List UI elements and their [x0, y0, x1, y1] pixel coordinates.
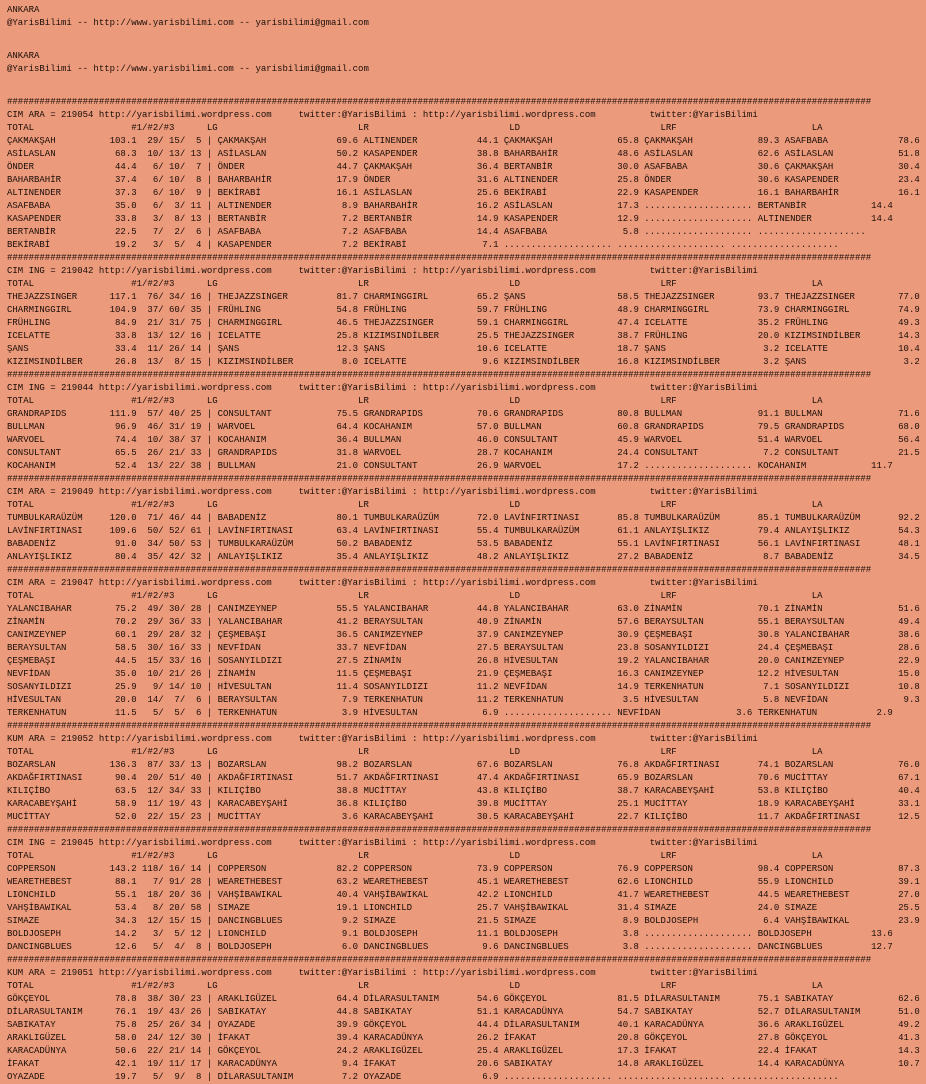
table-row: TUMBULKARAÜZÜM 120.0 71/ 46/ 44 | BABADENİZ 80.1 TUMBULKARAÜZÜM 72.0 LAVİNFIRTINASI 85.8 TUMBULKARAÜZÜM 85.1 TUMBULKARAÜZÜM 92.2	[7, 513, 920, 523]
table-row: BERAYSULTAN 58.5 30/ 16/ 33 | NEVFİDAN 33.7 NEVFİDAN 27.5 BERAYSULTAN 23.8 SOSANYILDIZI 24.4 ÇEŞMEBAŞI 28.6	[7, 643, 920, 653]
race-header: CIM ING = 219045 http://yarisbilimi.wordpress.com twitter:@YarisBilimi : http://yarisbilimi.wordpress.com twitter:@YarisBilimi	[7, 838, 758, 848]
separator-line: ################################################################################################################################################################	[7, 721, 872, 731]
race-header: KUM ARA = 219051 http://yarisbilimi.wordpress.com twitter:@YarisBilimi : http://yarisbilimi.wordpress.com twitter:@YarisBilimi	[7, 968, 758, 978]
table-row: SIMAZE 34.3 12/ 15/ 15 | DANCINGBLUES 9.2 SIMAZE 21.5 SIMAZE 8.9 BOLDJOSEPH 6.4 VAHŞİBAWIKAL 23.9	[7, 916, 920, 926]
race-header: CIM ARA = 219047 http://yarisbilimi.wordpress.com twitter:@YarisBilimi : http://yarisbilimi.wordpress.com twitter:@YarisBilimi	[7, 578, 758, 588]
spacer	[7, 30, 926, 50]
table-row: SABIKATAY 75.8 25/ 26/ 34 | OYAZADE 39.9 GÖKÇEYOL 44.4 DİLARASULTANIM 40.1 KARACADÜNYA 36.6 ARAKLIGÜZEL 49.2	[7, 1020, 920, 1030]
table-row: KIZIMSINDİLBER 26.8 13/ 8/ 15 | KIZIMSINDİLBER 8.0 ICELATTE 9.6 KIZIMSINDİLBER 16.8 KIZIMSINDİLBER 3.2 ŞANS 3.2	[7, 357, 920, 367]
race-header: CIM ARA = 219054 http://yarisbilimi.wordpress.com twitter:@YarisBilimi : http://yarisbilimi.wordpress.com twitter:@YarisBilimi	[7, 110, 758, 120]
table-row: KARACADÜNYA 50.6 22/ 21/ 14 | GÖKÇEYOL 24.2 ARAKLIGÜZEL 25.4 ARAKLIGÜZEL 17.3 İFAKAT 22.4 İFAKAT 14.3	[7, 1046, 920, 1056]
table-row: BEKİRABİ 19.2 3/ 5/ 4 | KASAPENDER 7.2 BEKİRABİ 7.1 .................... .................... ....................	[7, 240, 839, 250]
table-row: LIONCHILD 55.1 18/ 20/ 36 | VAHŞİBAWIKAL 40.4 VAHŞİBAWIKAL 42.2 LIONCHILD 41.7 WEARETHEBEST 44.5 WEARETHEBEST 27.0	[7, 890, 920, 900]
column-headers: TOTAL #1/#2/#3 LG LR LD LRF LA	[7, 851, 823, 861]
table-row: MUCİTTAY 52.0 22/ 15/ 23 | MUCİTTAY 3.6 KARACABEYŞAHİ 30.5 KARACABEYŞAHİ 22.7 KILIÇİBO 11.7 AKDAĞFIRTINASI 12.5	[7, 812, 920, 822]
table-row: BABADENİZ 91.0 34/ 50/ 53 | TUMBULKARAÜZÜM 50.2 BABADENİZ 53.5 BABADENİZ 55.1 LAVİNFIRTINASI 56.1 LAVİNFIRTINASI 48.1	[7, 539, 920, 549]
table-row: CANIMZEYNEP 60.1 29/ 28/ 32 | ÇEŞMEBAŞI 36.5 CANIMZEYNEP 37.9 CANIMZEYNEP 30.9 ÇEŞMEBAŞI 30.8 YALANCIBAHAR 38.6	[7, 630, 920, 640]
table-row: WEARETHEBEST 88.1 7/ 91/ 28 | WEARETHEBEST 63.2 WEARETHEBEST 45.1 WEARETHEBEST 62.6 LIONCHILD 55.9 LIONCHILD 39.1	[7, 877, 920, 887]
table-row: ÇEŞMEBAŞI 44.5 15/ 33/ 16 | SOSANYILDIZI 27.5 ZİNAMİN 26.8 HİVESULTAN 19.2 YALANCIBAHAR 20.0 CANIMZEYNEP 22.9	[7, 656, 920, 666]
table-row: DANCINGBLUES 12.6 5/ 4/ 8 | BOLDJOSEPH 6.0 DANCINGBLUES 9.6 DANCINGBLUES 3.8 .................... DANCINGBLUES 12.7	[7, 942, 893, 952]
table-row: ANLAYIŞLIKIZ 80.4 35/ 42/ 32 | ANLAYIŞLIKIZ 35.4 ANLAYIŞLIKIZ 48.2 ANLAYIŞLIKIZ 27.2 BABADENİZ 8.7 BABADENİZ 34.5	[7, 552, 920, 562]
race-header: CIM ING = 219044 http://yarisbilimi.wordpress.com twitter:@YarisBilimi : http://yarisbilimi.wordpress.com twitter:@YarisBilimi	[7, 383, 758, 393]
separator-line: ################################################################################################################################################################	[7, 253, 872, 263]
table-row: BERTANBİR 22.5 7/ 2/ 6 | ASAFBABA 7.2 ASAFBABA 14.4 ASAFBABA 5.8 .................... ....................	[7, 227, 866, 237]
table-row: OYAZADE 19.7 5/ 9/ 8 | DİLARASULTANIM 7.2 OYAZADE 6.9 .................... .................... ....................	[7, 1072, 839, 1082]
table-row: DİLARASULTANIM 76.1 19/ 43/ 26 | SABIKATAY 44.8 SABIKATAY 51.1 KARACADÜNYA 54.7 SABIKATAY 52.7 DİLARASULTANIM 51.0	[7, 1007, 920, 1017]
credit-line: @YarisBilimi -- http://www.yarisbilimi.com -- yarisbilimi@gmail.com	[7, 64, 369, 74]
race-header: KUM ARA = 219052 http://yarisbilimi.wordpress.com twitter:@YarisBilimi : http://yarisbilimi.wordpress.com twitter:@YarisBilimi	[7, 734, 758, 744]
table-row: BULLMAN 96.9 46/ 31/ 19 | WARVOEL 64.4 KOCAHANIM 57.0 BULLMAN 60.8 GRANDRAPIDS 79.5 GRANDRAPIDS 68.0	[7, 422, 920, 432]
table-row: ARAKLIGÜZEL 58.0 24/ 12/ 30 | İFAKAT 39.4 KARACADÜNYA 26.2 İFAKAT 20.8 GÖKÇEYOL 27.8 GÖKÇEYOL 41.3	[7, 1033, 920, 1043]
table-row: ÇAKMAKŞAH 103.1 29/ 15/ 5 | ÇAKMAKŞAH 69.6 ALTINENDER 44.1 ÇAKMAKŞAH 65.8 ÇAKMAKŞAH 89.3 ASAFBABA 78.6	[7, 136, 920, 146]
table-row: WARVOEL 74.4 10/ 38/ 37 | KOCAHANIM 36.4 BULLMAN 46.0 CONSULTANT 45.9 WARVOEL 51.4 WARVOEL 56.4	[7, 435, 920, 445]
table-row: CHARMINGGIRL 104.9 37/ 60/ 35 | FRÜHLING 54.8 FRÜHLING 59.7 FRÜHLING 48.9 CHARMINGGIRL 73.9 CHARMINGGIRL 74.9	[7, 305, 920, 315]
table-row: İFAKAT 42.1 19/ 11/ 17 | KARACADÜNYA 9.4 İFAKAT 20.6 SABIKATAY 14.8 ARAKLIGÜZEL 14.4 KARACADÜNYA 10.7	[7, 1059, 920, 1069]
separator-line: ################################################################################################################################################################	[7, 825, 872, 835]
table-row: ÖNDER 44.4 6/ 10/ 7 | ÖNDER 44.7 ÇAKMAKŞAH 36.4 BERTANBİR 30.0 ASAFBABA 30.6 ÇAKMAKŞAH 30.4	[7, 162, 920, 172]
table-row: KOCAHANIM 52.4 13/ 22/ 38 | BULLMAN 21.0 CONSULTANT 26.9 WARVOEL 17.2 .................... KOCAHANIM 11.7	[7, 461, 893, 471]
column-headers: TOTAL #1/#2/#3 LG LR LD LRF LA	[7, 123, 823, 133]
separator-line: ################################################################################################################################################################	[7, 955, 872, 965]
separator-line: ################################################################################################################################################################	[7, 97, 872, 107]
table-row: ICELATTE 33.8 13/ 12/ 16 | ICELATTE 25.8 KIZIMSINDİLBER 25.5 THEJAZZSINGER 38.7 FRÜHLING 20.0 KIZIMSINDİLBER 14.3	[7, 331, 920, 341]
table-row: ŞANS 33.4 11/ 26/ 14 | ŞANS 12.3 ŞANS 10.6 ICELATTE 18.7 ŞANS 3.2 ICELATTE 10.4	[7, 344, 920, 354]
table-row: THEJAZZSINGER 117.1 76/ 34/ 16 | THEJAZZSINGER 81.7 CHARMINGGIRL 65.2 ŞANS 58.5 THEJAZZSINGER 93.7 THEJAZZSINGER 77.0	[7, 292, 920, 302]
table-row: VAHŞİBAWIKAL 53.4 8/ 20/ 58 | SIMAZE 19.1 LIONCHILD 25.7 VAHŞİBAWIKAL 31.4 SIMAZE 24.0 SIMAZE 25.5	[7, 903, 920, 913]
table-row: GRANDRAPIDS 111.9 57/ 40/ 25 | CONSULTANT 75.5 GRANDRAPIDS 70.6 GRANDRAPIDS 80.8 BULLMAN 91.1 BULLMAN 71.6	[7, 409, 920, 419]
table-row: KILIÇİBO 63.5 12/ 34/ 33 | KILIÇİBO 38.8 MUCİTTAY 43.8 KILIÇİBO 38.7 KARACABEYŞAHİ 53.8 KILIÇİBO 40.4	[7, 786, 920, 796]
table-row: GÖKÇEYOL 78.8 38/ 30/ 23 | ARAKLIGÜZEL 64.4 DİLARASULTANIM 54.6 GÖKÇEYOL 81.5 DİLARASULTANIM 75.1 SABIKATAY 62.6	[7, 994, 920, 1004]
spacer	[7, 76, 926, 96]
race-header: CIM ING = 219042 http://yarisbilimi.wordpress.com twitter:@YarisBilimi : http://yarisbilimi.wordpress.com twitter:@YarisBilimi	[7, 266, 758, 276]
table-row: FRÜHLING 84.9 21/ 31/ 75 | CHARMINGGIRL 46.5 THEJAZZSINGER 59.1 CHARMINGGIRL 47.4 ICELATTE 35.2 FRÜHLING 49.3	[7, 318, 920, 328]
table-row: BOZARSLAN 136.3 87/ 33/ 13 | BOZARSLAN 98.2 BOZARSLAN 67.6 BOZARSLAN 76.8 AKDAĞFIRTINASI 74.1 BOZARSLAN 76.0	[7, 760, 920, 770]
table-row: CONSULTANT 65.5 26/ 21/ 33 | GRANDRAPIDS 31.8 WARVOEL 28.7 KOCAHANIM 24.4 CONSULTANT 7.2 CONSULTANT 21.5	[7, 448, 920, 458]
column-headers: TOTAL #1/#2/#3 LG LR LD LRF LA	[7, 747, 823, 757]
table-row: YALANCIBAHAR 75.2 49/ 30/ 28 | CANIMZEYNEP 55.5 YALANCIBAHAR 44.8 YALANCIBAHAR 63.0 ZİNAMİN 70.1 ZİNAMİN 51.6	[7, 604, 920, 614]
column-headers: TOTAL #1/#2/#3 LG LR LD LRF LA	[7, 981, 823, 991]
column-headers: TOTAL #1/#2/#3 LG LR LD LRF LA	[7, 591, 823, 601]
separator-line: ################################################################################################################################################################	[7, 565, 872, 575]
table-row: SOSANYILDIZI 25.9 9/ 14/ 10 | HİVESULTAN 11.4 SOSANYILDIZI 11.2 NEVFİDAN 14.9 TERKENHATUN 7.1 SOSANYILDIZI 10.8	[7, 682, 920, 692]
table-row: ASAFBABA 35.0 6/ 3/ 11 | ALTINENDER 8.9 BAHARBAHİR 16.2 ASİLASLAN 17.3 .................... BERTANBİR 14.4	[7, 201, 893, 211]
table-row: ASİLASLAN 68.3 10/ 13/ 13 | ASİLASLAN 50.2 KASAPENDER 38.8 BAHARBAHİR 48.6 ASİLASLAN 62.6 ASİLASLAN 51.8	[7, 149, 920, 159]
city-title: ANKARA	[7, 5, 40, 15]
race-header: CIM ARA = 219049 http://yarisbilimi.wordpress.com twitter:@YarisBilimi : http://yarisbilimi.wordpress.com twitter:@YarisBilimi	[7, 487, 758, 497]
table-row: LAVİNFIRTINASI 109.6 50/ 52/ 61 | LAVİNFIRTINASI 63.4 LAVİNFIRTINASI 55.4 TUMBULKARAÜZÜM 61.1 ANLAYIŞLIKIZ 79.4 ANLAYIŞLIKIZ 54.3	[7, 526, 920, 536]
table-row: ZİNAMİN 70.2 29/ 36/ 33 | YALANCIBAHAR 41.2 BERAYSULTAN 40.9 ZİNAMİN 57.6 BERAYSULTAN 55.1 BERAYSULTAN 49.4	[7, 617, 920, 627]
city-title: ANKARA	[7, 51, 40, 61]
table-row: BAHARBAHİR 37.4 6/ 10/ 8 | BAHARBAHİR 17.9 ÖNDER 31.6 ALTINENDER 25.8 ÖNDER 30.6 KASAPENDER 23.4	[7, 175, 920, 185]
credit-line: @YarisBilimi -- http://www.yarisbilimi.com -- yarisbilimi@gmail.com	[7, 18, 369, 28]
table-row: COPPERSON 143.2 118/ 16/ 14 | COPPERSON 82.2 COPPERSON 73.9 COPPERSON 76.9 COPPERSON 98.4 COPPERSON 87.3	[7, 864, 920, 874]
table-row: KARACABEYŞAHİ 58.9 11/ 19/ 43 | KARACABEYŞAHİ 36.8 KILIÇİBO 39.8 MUCİTTAY 25.1 MUCİTTAY 18.9 KARACABEYŞAHİ 33.1	[7, 799, 920, 809]
table-row: NEVFİDAN 35.0 10/ 21/ 26 | ZİNAMİN 11.5 ÇEŞMEBAŞI 21.9 ÇEŞMEBAŞI 16.3 CANIMZEYNEP 12.2 HİVESULTAN 15.0	[7, 669, 920, 679]
separator-line: ################################################################################################################################################################	[7, 474, 872, 484]
table-row: TERKENHATUN 11.5 5/ 5/ 6 | TERKENHATUN 3.9 HİVESULTAN 6.9 .................... NEVFİDAN 3.6 TERKENHATUN 2.9	[7, 708, 893, 718]
table-row: AKDAĞFIRTINASI 90.4 20/ 51/ 40 | AKDAĞFIRTINASI 51.7 AKDAĞFIRTINASI 47.4 AKDAĞFIRTINASI 65.9 BOZARSLAN 70.6 MUCİTTAY 67.1	[7, 773, 920, 783]
table-row: HİVESULTAN 20.0 14/ 7/ 6 | BERAYSULTAN 7.9 TERKENHATUN 11.2 TERKENHATUN 3.5 HİVESULTAN 5.8 NEVFİDAN 9.3	[7, 695, 920, 705]
table-row: KASAPENDER 33.8 3/ 8/ 13 | BERTANBİR 7.2 BERTANBİR 14.9 KASAPENDER 12.9 .................... ALTINENDER 14.4	[7, 214, 893, 224]
column-headers: TOTAL #1/#2/#3 LG LR LD LRF LA	[7, 500, 823, 510]
column-headers: TOTAL #1/#2/#3 LG LR LD LRF LA	[7, 396, 823, 406]
table-row: BOLDJOSEPH 14.2 3/ 5/ 12 | LIONCHILD 9.1 BOLDJOSEPH 11.1 BOLDJOSEPH 3.8 .................... BOLDJOSEPH 13.6	[7, 929, 893, 939]
table-row: ALTINENDER 37.3 6/ 10/ 9 | BEKİRABİ 16.1 ASİLASLAN 25.6 BEKİRABİ 22.9 KASAPENDER 16.1 BAHARBAHİR 16.1	[7, 188, 920, 198]
column-headers: TOTAL #1/#2/#3 LG LR LD LRF LA	[7, 279, 823, 289]
separator-line: ################################################################################################################################################################	[7, 370, 872, 380]
